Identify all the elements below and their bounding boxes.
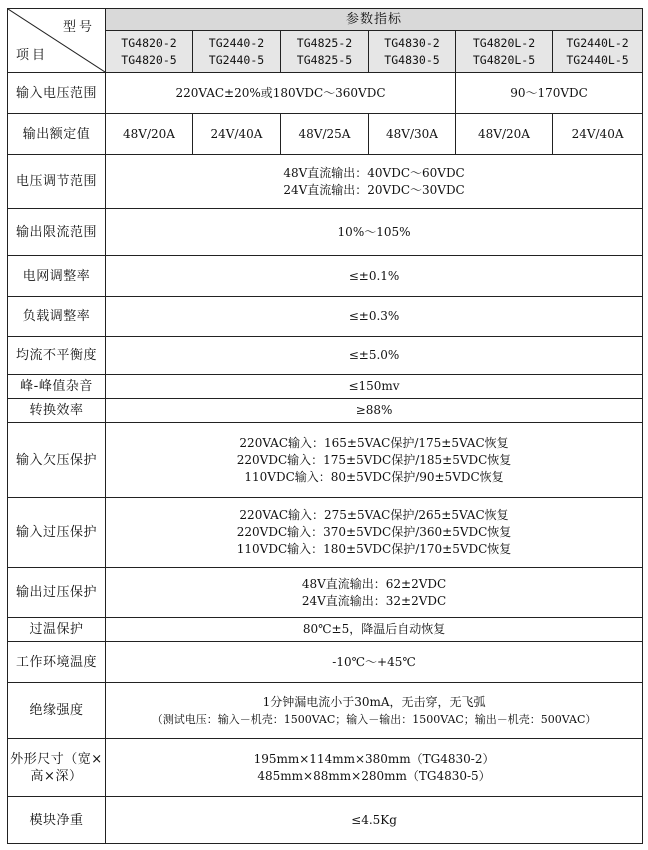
model-name: TG4830-2 <box>384 35 440 50</box>
current-share-value: ≤±5.0% <box>106 337 643 375</box>
output-rated-value: 48V/20A <box>456 114 553 155</box>
value-line: 24V直流输出：20VDC～30VDC <box>283 182 465 197</box>
row-current-limit <box>8 209 643 256</box>
model-name: TG2440L-2 <box>566 35 629 50</box>
value-line: 220VAC输入：275±5VAC保护/265±5VAC恢复 <box>239 508 509 522</box>
model-cell <box>553 31 643 73</box>
row-label: 外形尺寸（宽×高×深） <box>8 739 106 797</box>
efficiency-value: ≥88% <box>106 399 643 423</box>
item-label: 项目 <box>16 48 49 63</box>
model-cell <box>369 31 456 73</box>
model-cell <box>106 31 193 73</box>
value-line: 24V直流输出：32±2VDC <box>301 593 447 608</box>
row-label: 输入过压保护 <box>8 498 106 568</box>
row-label: 工作环境温度 <box>8 642 106 683</box>
dimensions-value <box>106 739 643 797</box>
model-name: TG2440L-5 <box>566 52 629 67</box>
load-regulation-value: ≤±0.3% <box>106 297 643 337</box>
row-output-ov <box>8 568 643 618</box>
voltage-adjust-value <box>106 155 643 209</box>
row-input-voltage <box>8 73 643 114</box>
row-over-temp <box>8 618 643 642</box>
model-name: TG2440-2 <box>208 35 265 50</box>
model-name: TG4825-5 <box>296 52 353 67</box>
model-name: TG4830-5 <box>384 52 440 67</box>
row-input-ov <box>8 498 643 568</box>
value-line: （测试电压：输入－机壳：1500VAC；输入－输出：1500VAC；输出－机壳：500VAC） <box>151 712 597 726</box>
model-name: TG2440-5 <box>208 52 265 67</box>
over-temp-value: 80℃±5，降温后自动恢复 <box>106 618 643 642</box>
row-label: 电网调整率 <box>8 256 106 297</box>
row-label: 输出过压保护 <box>8 568 106 618</box>
input-voltage-low: 90～170VDC <box>456 73 643 114</box>
value-line: 48V直流输出：40VDC～60VDC <box>283 165 465 180</box>
model-name: TG4820L-5 <box>472 52 536 67</box>
row-dimensions <box>8 739 643 797</box>
output-rated-value: 48V/30A <box>369 114 456 155</box>
row-efficiency <box>8 399 643 423</box>
model-cell <box>281 31 369 73</box>
row-label: 输入电压范围 <box>8 73 106 114</box>
ripple-value: ≤150mv <box>106 375 643 399</box>
row-current-share <box>8 337 643 375</box>
row-label: 峰-峰值杂音 <box>8 375 106 399</box>
value-line: 485mm×88mm×280mm（TG4830-5） <box>257 768 491 783</box>
line-regulation-value: ≤±0.1% <box>106 256 643 297</box>
row-insulation <box>8 683 643 739</box>
output-rated-value: 48V/25A <box>281 114 369 155</box>
insulation-value <box>106 683 643 739</box>
current-limit-value: 10%～105% <box>106 209 643 256</box>
model-name: TG4820-5 <box>121 52 177 67</box>
row-input-uv <box>8 423 643 498</box>
model-label: 型号 <box>62 20 95 35</box>
row-label: 输入欠压保护 <box>8 423 106 498</box>
row-label: 均流不平衡度 <box>8 337 106 375</box>
header-row <box>8 9 643 31</box>
model-name: TG4820-2 <box>121 35 177 50</box>
input-ov-value <box>106 498 643 568</box>
row-label: 模块净重 <box>8 797 106 844</box>
weight-value: ≤4.5Kg <box>106 797 643 844</box>
value-line: 195mm×114mm×380mm（TG4830-2） <box>253 751 495 766</box>
row-output-rated <box>8 114 643 155</box>
row-label: 输出限流范围 <box>8 209 106 256</box>
value-line: 220VDC输入：175±5VDC保护/185±5VDC恢复 <box>236 452 512 467</box>
row-line-regulation <box>8 256 643 297</box>
header-corner-cell <box>8 9 106 73</box>
row-label: 过温保护 <box>8 618 106 642</box>
row-label: 输出额定值 <box>8 114 106 155</box>
output-ov-value <box>106 568 643 618</box>
row-label: 负载调整率 <box>8 297 106 337</box>
value-line: 48V直流输出：62±2VDC <box>301 576 447 591</box>
spec-table <box>7 8 643 844</box>
row-label: 电压调节范围 <box>8 155 106 209</box>
model-cell <box>193 31 281 73</box>
row-label: 绝缘强度 <box>8 683 106 739</box>
input-uv-value <box>106 423 643 498</box>
input-voltage-std: 220VAC±20%或180VDC～360VDC <box>106 73 456 114</box>
row-voltage-adjust <box>8 155 643 209</box>
output-rated-value: 24V/40A <box>193 114 281 155</box>
param-group-header: 参数指标 <box>106 9 643 31</box>
output-rated-value: 24V/40A <box>553 114 643 155</box>
value-line: 110VDC输入：80±5VDC保护/90±5VDC恢复 <box>244 469 504 484</box>
model-name: TG4825-2 <box>296 35 353 50</box>
row-env-temp <box>8 642 643 683</box>
value-line: 220VAC输入：165±5VAC保护/175±5VAC恢复 <box>239 435 509 450</box>
model-cell <box>456 31 553 73</box>
value-line: 220VDC输入：370±5VDC保护/360±5VDC恢复 <box>236 525 512 539</box>
model-name: TG4820L-2 <box>472 35 536 50</box>
row-ripple <box>8 375 643 399</box>
env-temp-value: -10℃～+45℃ <box>106 642 643 683</box>
row-load-regulation <box>8 297 643 337</box>
value-line: 1分钟漏电流小于30mA，无击穿，无飞弧 <box>262 694 486 709</box>
row-label: 转换效率 <box>8 399 106 423</box>
row-weight <box>8 797 643 844</box>
output-rated-value: 48V/20A <box>106 114 193 155</box>
value-line: 110VDC输入：180±5VDC保护/170±5VDC恢复 <box>236 542 512 556</box>
